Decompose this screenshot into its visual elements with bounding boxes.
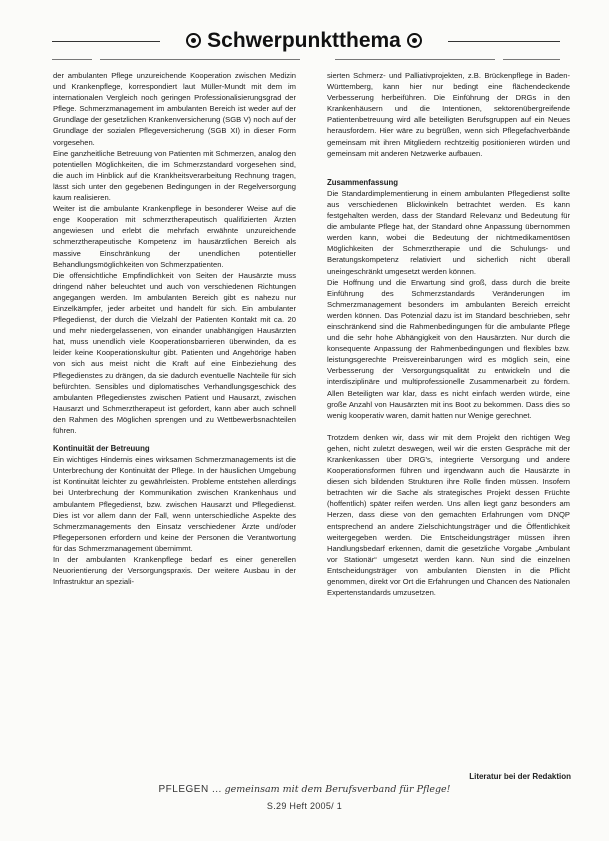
header-rule-left [52,41,160,42]
left-column [53,70,296,587]
paragraph: Die Hoffnung und die Erwartung sind groß, dass durch die breite Einführung des Schmerzstandards Veränderungen im Schmerzmanagement besonders im ambulanten Bereich erreicht werden können. Das Potenzial dazu ist im Standard beschrieben, sehr einschränkend sind die Rahmenbedingungen für die ambulante Pflege und die sehr hohe Abhängigkeit von den Hausärzten. Nur durch die konsequente Anpassung der Rahmenbedingungen und flexibles bzw. leistungsgerechte Preisvereinbarungen wird es möglich sein, eine Verbesserung der Versorgungsqualität zu entwickeln und die interdisziplinäre und multiprofessionelle Zusammenarbeit zu fördern. Allen Beteiligten war klar, dass es nicht einfach werden würde, eine große Anzahl von Hausärzten mit ins Boot zu bekommen. Dass dies so wenig kooperativ waren, damit hatten nur Wenige gerechnet. [327,277,570,420]
literature-credit: Literatur bei der Redaktion [469,772,571,781]
header-underline [335,59,495,60]
header-rule-right [448,41,560,42]
paragraph: Die Standardimplementierung in einem ambulanten Pflegedienst sollte aus verschiedenen Blickwinkeln betrachtet werden. Es kann festgehalten werden, dass der Standard Relevanz und Bedeutung für die ambulante Pflege hat, der Standard ohne Anpassung übernommen werden kann, wobei die Bedeutung der nichtmedikamentösen Möglichkeiten der Schmerztherapie und die Schulungs- und Beratungskompetenz relativiert und sicherlich nicht überall uneingeschränkt umgesetzt werden können. [327,188,570,276]
header-underline [503,59,560,60]
slogan-prefix: PFLEGEN ... [158,784,222,795]
paragraph: der ambulanten Pflege unzureichende Kooperation zwischen Medizin und Krankenpflege, korrespondiert laut Müller-Mundt mit dem im internationalen Vergleich noch geringen Professionalisierungsgrad der Pflege. Schmerzmanagement im ambulanten Bereich ist weder auf der Grundlage der gesetzlichen Krankenversicherung (SGB V) noch auf der Grundlage der sozialen Pflegeversicherung (SGB XI) in dieser Form vorgesehen. [53,71,296,147]
footer-slogan [0,784,609,795]
header-underline [52,59,92,60]
spacer [327,421,570,432]
header-title: Schwerpunktthema [207,29,401,52]
page-info: S.29 Heft 2005/ 1 [266,801,343,811]
paragraph: Eine ganzheitliche Betreuung von Patienten mit Schmerzen, analog den potentiellen Möglichkeiten, die im Schmerzstandard vorgesehen sind, die auch im Hinblick auf die Krankheitsverarbeitung Rechnung tragen, lässt sich unter den gegebenen Bedingungen in der Regelversorgung kaum realisieren. [53,148,296,203]
paragraph: Trotzdem denken wir, dass wir mit dem Projekt den richtigen Weg gehen, nicht zuletzt deswegen, weil wir die ersten Gespräche mit der Krankenkassen über DRG's, integrierte Versorgung und andere Kooperationsformen führen und irgendwann auch die Hausärzte in diesen sich bildenden Strukturen ihre Rolle finden müssen. Insofern betrachten wir die Sache als strategisches Projekt dessen Früchte (hoffentlich) später reifen werden. Uns allen liegt ganz besonders am Herzen, dass diese von den gemachten Erfahrungen vom DNQP entsprechend an andere Zielschichtungsträger und die Öffentlichkeit weitergegeben werden. Die Entscheidungsträger müssen ihren Handlungsbedarf erkennen, damit die gesetzliche Vorgabe „Ambulant vor Stationär“ umgesetzt werden kann. Nun sind die einzelnen Entscheidungsträger von ambulanten Diensten in die Pflicht genommen, direkt vor Ort die Erfahrungen und Chancen des Nationalen Expertenstandards umzusetzen. [327,432,570,598]
header-title-wrap [160,27,448,55]
target-icon [407,33,422,48]
paragraph: sierten Schmerz- und Palliativprojekten, z.B. Brückenpflege in Baden-Württemberg, kann hier nur bedingt eine flächendeckende Verbesserung herbeiführen. Die Einführung der DRGs in den Krankenhäusern und die Intentionen, sektorenübergreifende Patientenbetreuung wird alle beteiligten Berufsgruppen auf ein Neues herausfordern. Hier wäre zu begrüßen, wenn sich Pflegefachverbände gemeinsam mit ihren Mitgliedern rechtzeitig positionieren würden und gemeinsam mit anderen Netzwerke aufbauen. [327,71,570,158]
header-underline [100,59,300,60]
right-column [327,70,570,598]
paragraph: Weiter ist die ambulante Krankenpflege in besonderer Weise auf die enge Kooperation mit schmerztherapeutisch qualifizierten Ärzten angewiesen und erlebt die mehrfach erwähnte unzureichende schmerztherapeutische Kompetenz im hausärztlichen Bereich als massive Einschränkung der unendlichen potentieller Behandlungsmöglichkeiten von Schmerzpatienten. [53,204,296,269]
section-heading: Zusammenfassung [327,177,399,187]
target-icon [186,33,201,48]
paragraph: Ein wichtiges Hindernis eines wirksamen Schmerzmanagements ist die Unterbrechung der Kontinuität der Pflege. In der häuslichen Umgebung ist Kontinuität leichter zu gewährleisten. Probleme entstehen allerdings bei Unterbrechung der Kommunikation zwischen Krankenhaus und ambulantem Pflegedienst, bzw. zwischen Hausarzt und Pflegedienst. Dies ist vor allem dann der Fall, wenn unterschiedliche Aspekte des Schmerzmanagements den Einsatz verschiedener Ärzte und/oder Pflegepersonen erfordern und keine der Personen die Verantwortung für das Schmerzmanagement übernimmt. [53,455,296,553]
section-header [0,27,609,57]
spacer [327,159,570,170]
paragraph: Die offensichtliche Empfindlichkeit von Seiten der Hausärzte muss dringend näher beleuchtet und auch von verschiedenen Richtungen angegangen werden. Im ambulanten Bereich gibt es nahezu nur Einzelkämpfer, jeder arbeitet und handelt für sich. Ein ambulanter Pflegedienst, der durch die Vielzahl der Patienten Kontakt mit ca. 20 und mehr niedergelassenen, von einander unabhängigen Hausärzten hat, muss unendlich viele Kooperationsbarrieren überwinden, da es leider keine Kooperationskultur gibt. Patienten und Angehörige haben von sich aus meist nicht die Kraft auf eine Einbeziehung des Pflegedienstes zu drängen, da sie dadurch eventuelle Nachteile für sich befürchten. Sensibles und diplomatisches Verhandlungsgeschick des ambulanten Pflegedienstes zwischen Patient und Hausarzt, zwischen Hausarzt und Schmerztherapeut ist gefordert, kann aber auch schnell den Rahmen des Möglichen sprengen und zu Wettbewerbsnachteilen führen. [53,270,296,435]
paragraph: In der ambulanten Krankenpflege bedarf es einer generellen Neuorientierung der Versorgungspraxis. Der weitere Ausbau in der Infrastruktur an speziali- [53,555,296,587]
section-heading: Kontinuität der Betreuung [53,444,150,454]
slogan-handwritten: gemeinsam mit dem Berufsverband für Pflege! [224,784,451,795]
